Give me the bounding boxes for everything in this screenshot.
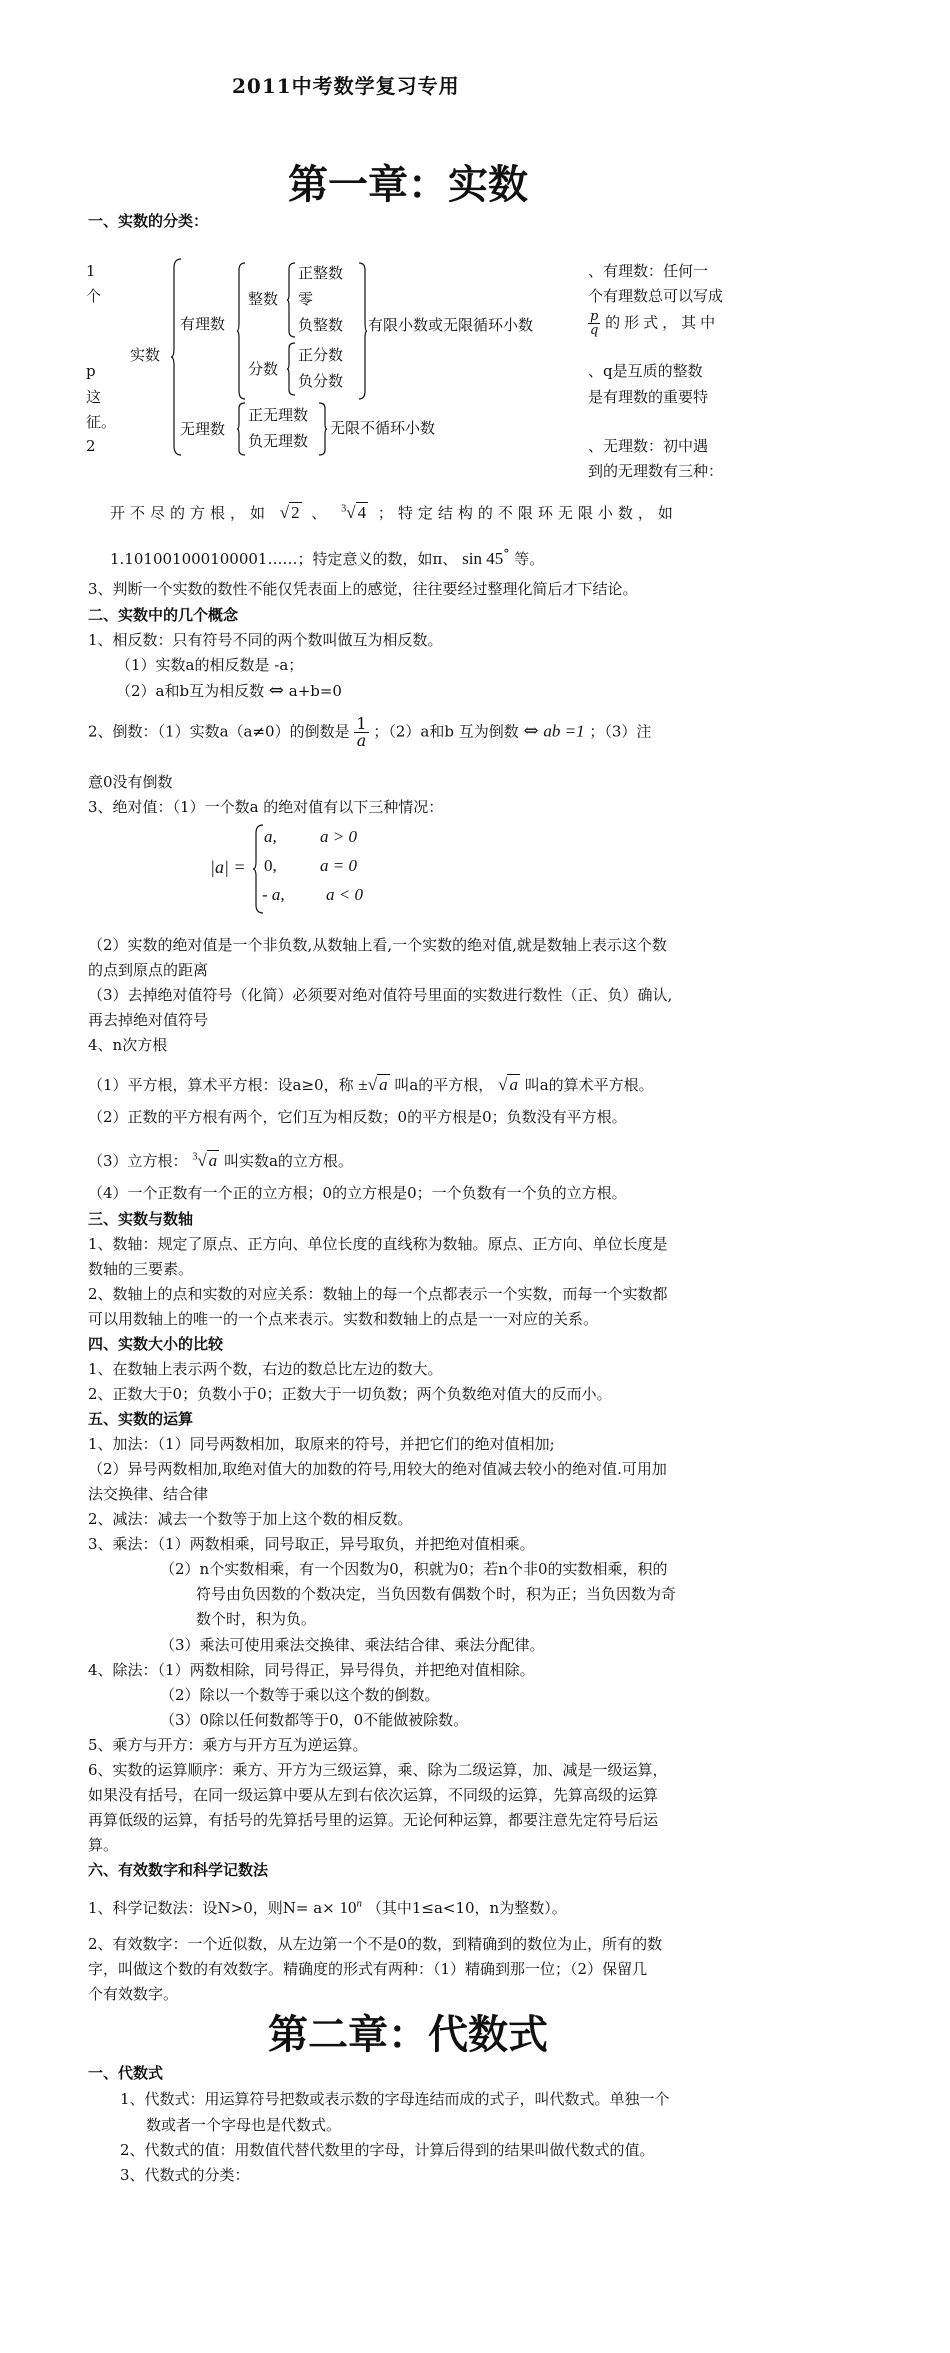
chapter-1-title: 第一章：实数 xyxy=(288,161,528,208)
plus-minus-sqrt-a: ±√ a xyxy=(358,1075,388,1094)
paragraph: （3）0除以任何数都等于0，0不能做被除数。 xyxy=(160,1711,469,1729)
paragraph: 2、减法：减去一个数等于加上这个数的相反数。 xyxy=(88,1510,413,1528)
section-4-heading: 四、实数大小的比较 xyxy=(88,1335,224,1353)
left-fragment: 个 xyxy=(86,287,102,305)
paragraph: 意0没有倒数 xyxy=(88,773,173,791)
tree-integer: 整数 xyxy=(248,290,279,308)
paragraph: （2）正数的平方根有两个，它们互为相反数；0的平方根是0；负数没有平方根。 xyxy=(88,1108,627,1126)
tree-zero: 零 xyxy=(298,290,314,308)
brace-integer xyxy=(286,262,296,338)
paragraph: 2、正数大于0；负数小于0；正数大于一切负数；两个负数绝对值大的反而小。 xyxy=(88,1385,612,1403)
chapter-2-title: 第二章：代数式 xyxy=(268,2011,548,2058)
abs-case-1: a, xyxy=(264,827,277,846)
paragraph: 算。 xyxy=(88,1836,119,1854)
paragraph: 2、有效数字：一个近似数，从左边第一个不是0的数，到精确到的数位为止，所有的数 xyxy=(88,1935,663,1953)
paragraph: 1、加法：（1）同号两数相加，取原来的符号，并把它们的绝对值相加; xyxy=(88,1435,555,1453)
paragraph: 法交换律、结合律 xyxy=(88,1485,209,1503)
paragraph: 如果没有括号，在同一级运算中要从左到右依次运算，不同级的运算，先算高级的运算 xyxy=(88,1786,659,1804)
paragraph: 3、判断一个实数的数性不能仅凭表面上的感觉，往往要经过整理化简后才下结论。 xyxy=(88,580,638,598)
abs-case-2: 0, xyxy=(264,856,277,875)
rational-note: 的形式，其中 xyxy=(605,313,720,332)
irr-text: 开不尽的方根，如 xyxy=(110,504,271,522)
tree-pos-int: 正整数 xyxy=(298,264,344,282)
abs-case-3-cond: a < 0 xyxy=(326,885,363,904)
paragraph: 2、倒数：（1）实数a（a≠0）的倒数是 xyxy=(88,722,350,741)
degree-sign: ° xyxy=(503,546,510,561)
brace-rational-right xyxy=(358,262,368,400)
paragraph: 3、乘法：（1）两数相乘，同号取正，异号取负，并把绝对值相乘。 xyxy=(88,1535,535,1553)
sqrt-2: √ 2 xyxy=(279,503,300,522)
paragraph: 2、数轴上的点和实数的对应关系：数轴上的每一个点都表示一个实数，而每一个实数都 xyxy=(88,1285,668,1303)
irrational-note: 到的无理数有三种： xyxy=(588,462,724,480)
paragraph: 1、科学记数法：设N>0，则N= a× xyxy=(88,1899,335,1917)
rational-note: 个有理数总可以写成 xyxy=(588,287,724,305)
left-fragment: 征。 xyxy=(86,413,117,431)
paragraph: 可以用数轴上的唯一的一个点来表示。实数和数轴上的点是一一对应的关系。 xyxy=(88,1310,599,1328)
tree-neg-int: 负整数 xyxy=(298,316,344,334)
paragraph: 1、相反数：只有符号不同的两个数叫做互为相反数。 xyxy=(88,631,443,649)
tree-rational-desc: 有限小数或无限循环小数 xyxy=(368,316,534,334)
paragraph: （其中1≤a<10，n为整数）。 xyxy=(366,1899,567,1917)
paragraph: 3、绝对值：（1）一个数a 的绝对值有以下三种情况： xyxy=(88,798,444,816)
irr-text: 1.101001000100001……；特定意义的数，如π、 xyxy=(110,550,458,568)
paragraph: （2）n个实数相乘，有一个因数为0，积就为0；若n个非0的实数相乘，积的 xyxy=(160,1560,668,1578)
irr-text: ；特定结构的不限环无限小数，如 xyxy=(377,504,678,522)
paragraph: （1）平方根，算术平方根：设a≥0，称 xyxy=(88,1076,354,1094)
section-3-heading: 三、实数与数轴 xyxy=(88,1210,194,1228)
paragraph: 4、除法：（1）两数相除，同号得正，异号得负，并把绝对值相除。 xyxy=(88,1661,535,1679)
left-fragment: 2 xyxy=(86,437,96,455)
paragraph: 数轴的三要素。 xyxy=(88,1260,194,1278)
paragraph: ；（3）注 xyxy=(589,722,652,741)
tree-fraction: 分数 xyxy=(248,360,279,378)
irr-sep: 、 xyxy=(311,504,332,522)
paragraph: （3）乘法可使用乘法交换律、乘法结合律、乘法分配律。 xyxy=(160,1636,545,1654)
tree-neg-frac: 负分数 xyxy=(298,372,344,390)
brace-fraction xyxy=(286,342,296,396)
abs-value-lhs: |a| = xyxy=(210,857,246,877)
paragraph: 4、n次方根 xyxy=(88,1036,168,1054)
paragraph: （1）实数a的相反数是 -a； xyxy=(116,656,304,674)
paragraph: （3）去掉绝对值符号（化简）必须要对绝对值符号里面的实数进行数性（正、负）确认, xyxy=(88,986,673,1004)
sqrt-a: √ a xyxy=(498,1075,518,1094)
paragraph: 2、代数式的值：用数值代替代数里的字母，计算后得到的结果叫做代数式的值。 xyxy=(120,2141,655,2159)
paragraph: 个有效数字。 xyxy=(88,1985,179,2003)
paragraph: 3、代数式的分类： xyxy=(120,2166,250,2184)
paragraph: （2）实数的绝对值是一个非负数,从数轴上看,一个实数的绝对值,就是数轴上表示这个数 xyxy=(88,936,667,954)
left-fragment: p xyxy=(86,362,96,380)
paragraph: 叫实数a的立方根。 xyxy=(223,1152,353,1170)
tree-rational: 有理数 xyxy=(180,315,226,333)
irr-text: 等。 xyxy=(514,550,545,568)
paragraph: 1、代数式：用运算符号把数或表示数的字母连结而成的式子，叫代数式。单独一个 xyxy=(120,2090,670,2108)
one-over-a-fraction: $\frac{1}{a}$ xyxy=(356,714,367,750)
paragraph: 1、在数轴上表示两个数，右边的数总比左边的数大。 xyxy=(88,1360,443,1378)
rational-note: 、q是互质的整数 xyxy=(588,362,703,380)
paragraph: 的点到原点的距离 xyxy=(88,961,209,979)
paragraph: 数或者一个字母也是代数式。 xyxy=(146,2116,342,2134)
tree-irrational-desc: 无限不循环小数 xyxy=(330,419,436,437)
rational-note: 是有理数的重要特 xyxy=(588,388,709,406)
paragraph: 6、实数的运算顺序：乘方、开方为三级运算，乘、除为二级运算，加、减是一级运算， xyxy=(88,1761,668,1779)
paragraph: 再算低级的运算，有括号的先算括号里的运算。无论何种运算，都要注意先定符号后运 xyxy=(88,1811,659,1829)
tree-real: 实数 xyxy=(130,346,161,364)
paragraph: （2）除以一个数等于乘以这个数的倒数。 xyxy=(160,1686,440,1704)
ab-equals-1: ab =1 xyxy=(543,721,585,741)
abs-case-1-cond: a > 0 xyxy=(320,827,357,846)
irrational-note: 、无理数：初中遇 xyxy=(588,437,709,455)
paragraph: 叫a的算术平方根。 xyxy=(524,1076,654,1094)
cbrt-a: $^3$√ a xyxy=(192,1151,218,1170)
paragraph: 1、数轴：规定了原点、正方向、单位长度的直线称为数轴。原点、正方向、单位长度是 xyxy=(88,1235,668,1253)
tree-neg-irr: 负无理数 xyxy=(248,432,309,450)
cbrt-4: $^3$√ 4 xyxy=(341,503,367,522)
iff-arrow: ⇔ xyxy=(268,680,284,701)
section-1-heading: 一、实数的分类： xyxy=(88,212,209,230)
ten-power-n: 10$^n$ xyxy=(339,1897,363,1917)
tree-pos-frac: 正分数 xyxy=(298,346,344,364)
rational-note: 、有理数：任何一 xyxy=(588,262,709,280)
paragraph: （3）立方根： xyxy=(88,1152,188,1170)
brace-irrational-right xyxy=(318,402,328,456)
paragraph: （2）异号两数相加,取绝对值大的加数的符号,用较大的绝对值减去较小的绝对值.可用加 xyxy=(88,1460,667,1478)
paragraph: 再去掉绝对值符号 xyxy=(88,1011,209,1029)
paragraph: ；（2）a和b 互为倒数 xyxy=(373,722,519,741)
section-6-heading: 六、有效数字和科学记数法 xyxy=(88,1861,269,1879)
section-heading: 一、代数式 xyxy=(88,2064,164,2082)
tree-irrational: 无理数 xyxy=(180,420,226,438)
document-title: 2011中考数学复习专用 xyxy=(232,74,460,98)
p-over-q-fraction: $\frac{p}{q}$ xyxy=(590,309,599,338)
section-2-heading: 二、实数中的几个概念 xyxy=(88,606,239,624)
left-fragment: 这 xyxy=(86,388,102,406)
paragraph: 符号由负因数的个数决定，当负因数有偶数个时，积为正；当负因数为奇 xyxy=(196,1585,677,1603)
paragraph: 叫a的平方根， xyxy=(394,1076,494,1094)
paragraph: a+b=0 xyxy=(288,682,342,700)
paragraph: 数个时，积为负。 xyxy=(196,1610,317,1628)
abs-case-3: - a, xyxy=(262,885,285,904)
brace-irrational xyxy=(236,402,246,456)
paragraph: （4）一个正数有一个正的立方根；0的立方根是0；一个负数有一个负的立方根。 xyxy=(88,1184,627,1202)
section-5-heading: 五、实数的运算 xyxy=(88,1410,194,1428)
paragraph: 字，叫做这个数的有效数字。精确度的形式有两种：（1）精确到那一位；（2）保留几 xyxy=(88,1960,648,1978)
paragraph: 5、乘方与开方：乘方与开方互为逆运算。 xyxy=(88,1736,368,1754)
iff-arrow: ⇔ xyxy=(523,720,539,742)
sin-45: sin 45 xyxy=(462,549,504,568)
left-fragment: 1 xyxy=(86,262,96,280)
abs-case-2-cond: a = 0 xyxy=(320,856,357,875)
paragraph: （2）a和b互为相反数 xyxy=(116,682,265,700)
brace-rational xyxy=(236,262,246,400)
tree-pos-irr: 正无理数 xyxy=(248,406,309,424)
